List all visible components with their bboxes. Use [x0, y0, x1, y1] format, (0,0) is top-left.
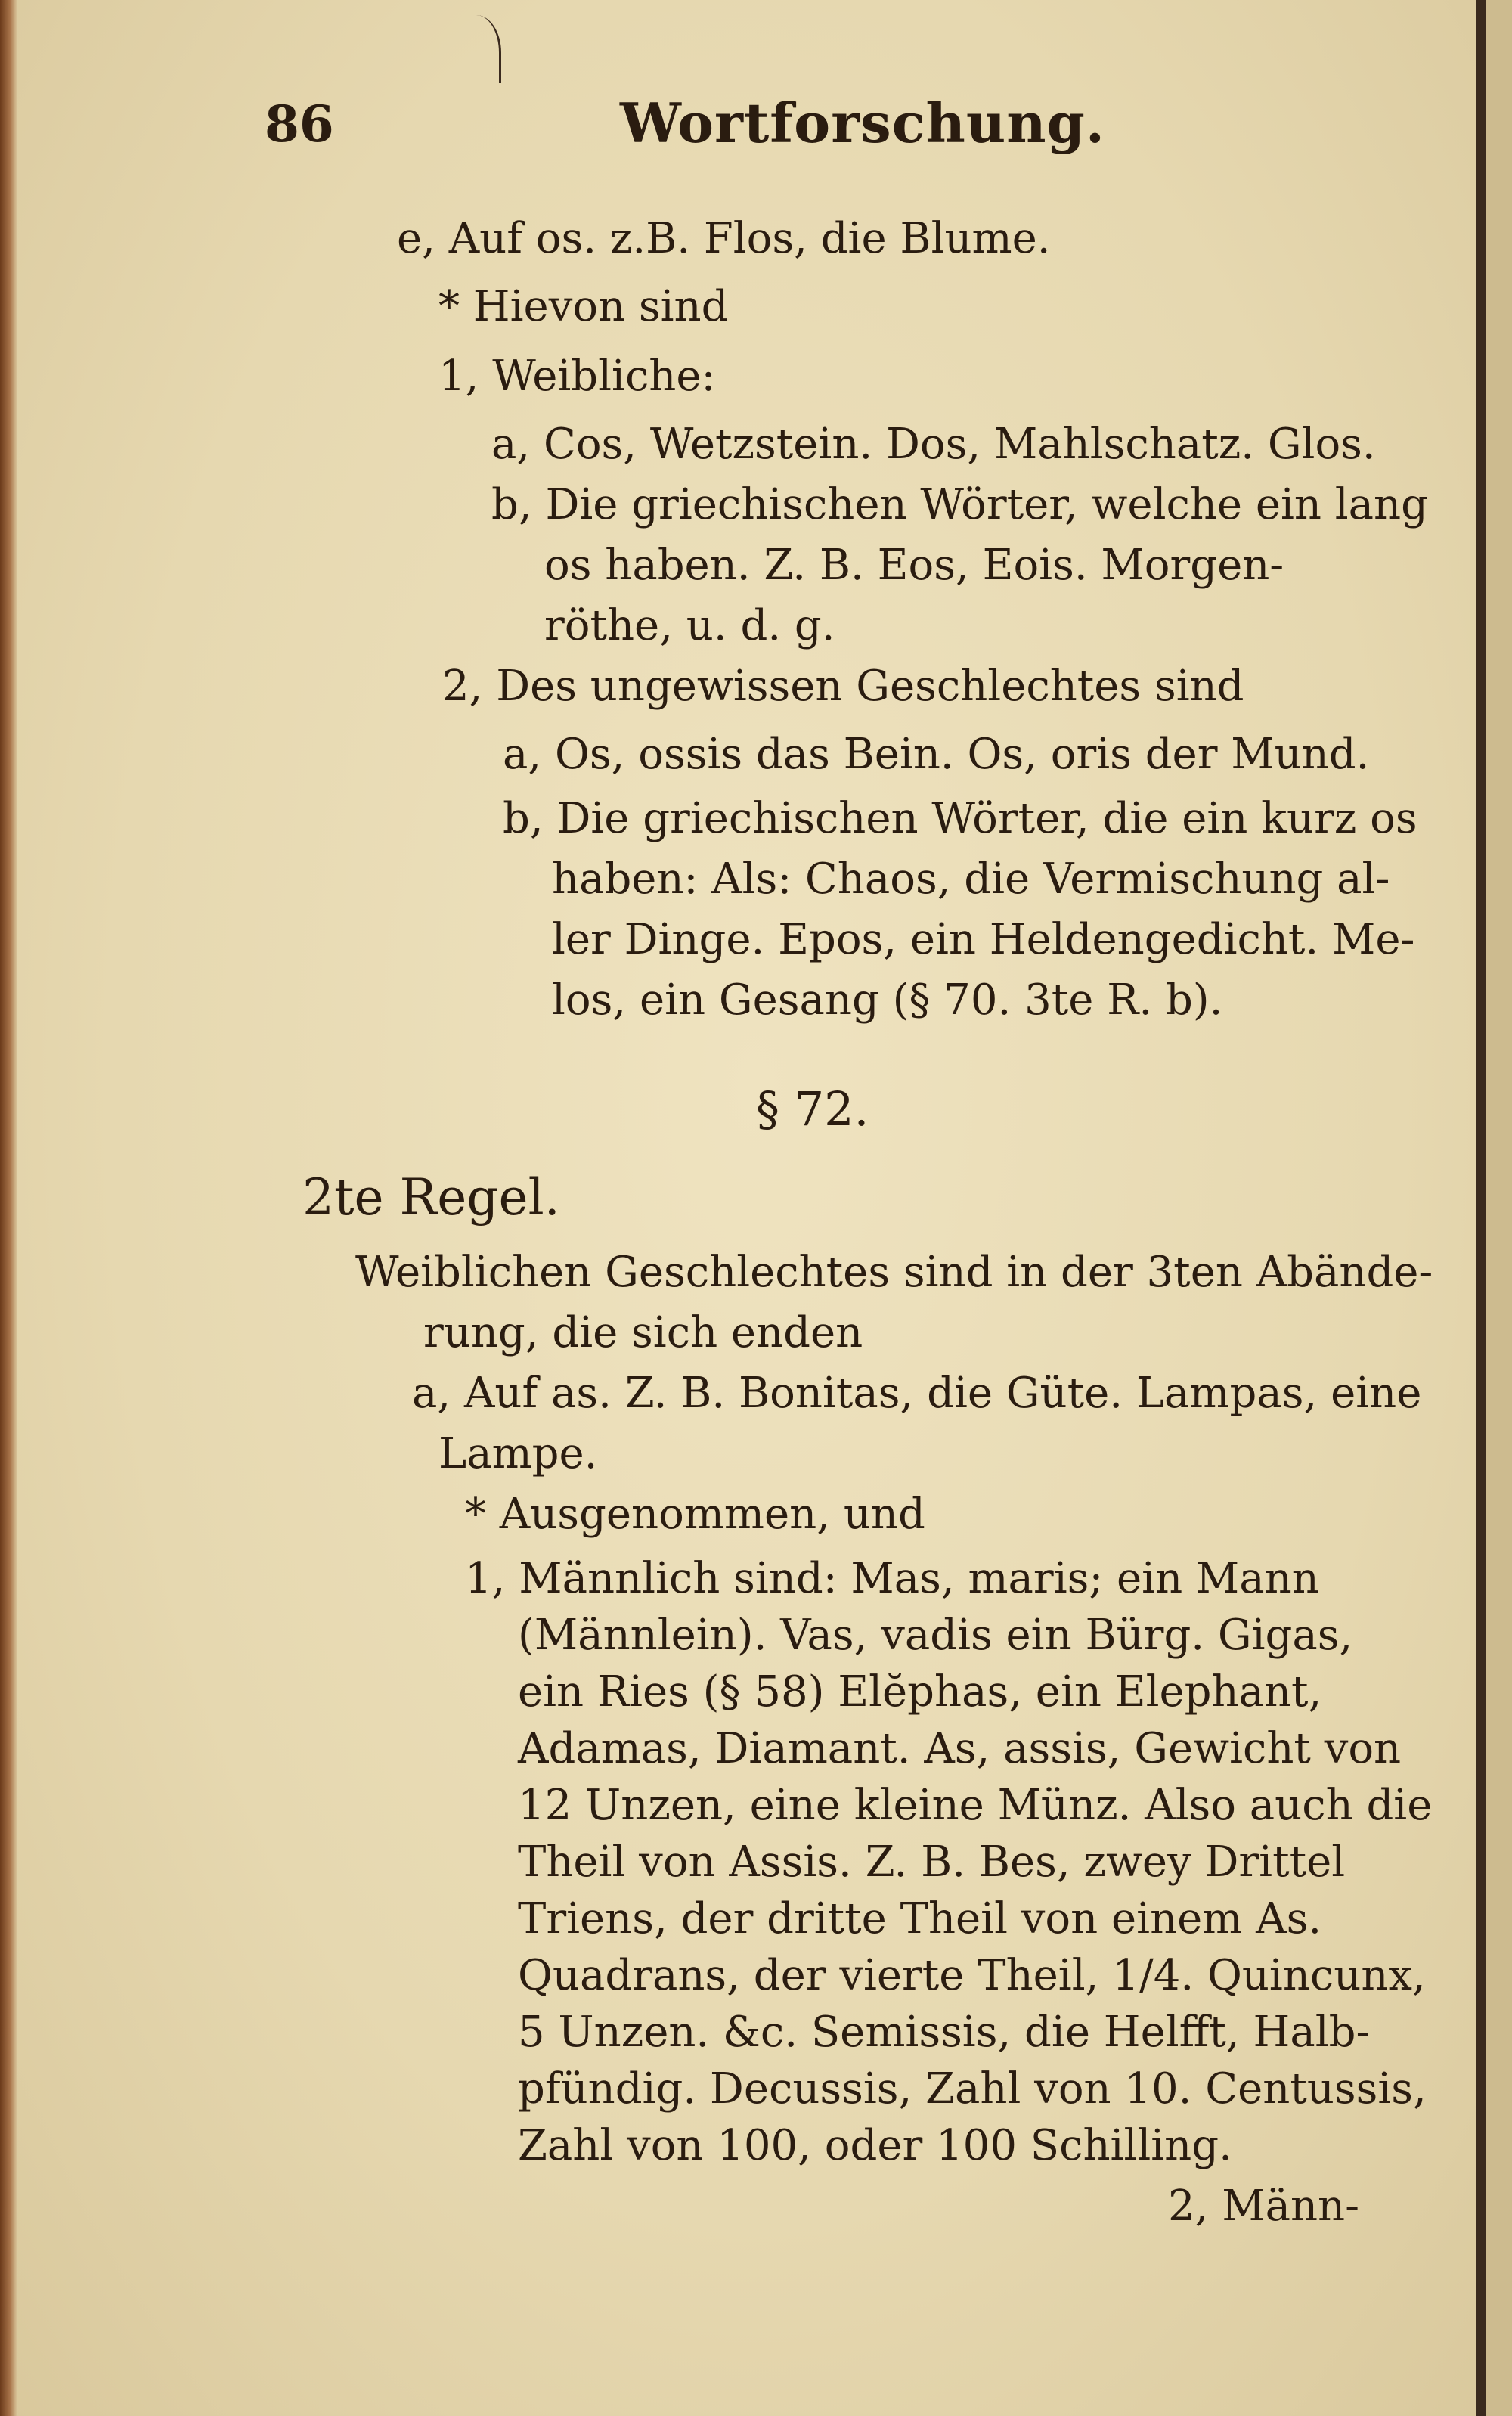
text-line: 5 Unzen. &c. Semissis, die Helfft, Halb-	[518, 2008, 1371, 2057]
text-line: haben: Als: Chaos, die Vermischung al-	[552, 854, 1390, 904]
section-marker: § 72.	[756, 1081, 869, 1137]
text-line: Adamas, Diamant. As, assis, Gewicht von	[518, 1724, 1402, 1773]
catchword: 2, Männ-	[1168, 2182, 1360, 2231]
rule-heading: 2te Regel.	[302, 1168, 560, 1227]
text-line: rung, die sich enden	[423, 1308, 863, 1357]
text-line: * Ausgenommen, und	[465, 1490, 925, 1539]
text-line: e, Auf os. z.B. Flos, die Blume.	[397, 214, 1051, 263]
text-line: a, Auf as. Z. B. Bonitas, die Güte. Lampas, eine	[412, 1369, 1422, 1418]
text-line: Weiblichen Geschlechtes sind in der 3ten Abände-	[355, 1248, 1433, 1297]
text-line: Quadrans, der vierte Theil, 1/4. Quincunx,	[518, 1951, 1426, 2000]
ink-mark	[476, 15, 501, 83]
page-number: 86	[265, 95, 334, 154]
text-line: * Hievon sind	[438, 282, 729, 331]
text-line: Zahl von 100, oder 100 Schilling.	[518, 2121, 1232, 2170]
text-line: pfündig. Decussis, Zahl von 10. Centussis,	[518, 2064, 1427, 2114]
page-border-rule	[1476, 0, 1486, 2416]
text-line: 1, Männlich sind: Mas, maris; ein Mann	[465, 1554, 1319, 1603]
text-line: ein Ries (§ 58) Elĕphas, ein Elephant,	[518, 1667, 1322, 1717]
adjacent-page-edge	[1486, 0, 1512, 2416]
page-binding-edge	[0, 0, 17, 2416]
text-line: Lampe.	[438, 1429, 598, 1478]
text-line: b, Die griechischen Wörter, die ein kurz os	[503, 794, 1418, 843]
text-line: b, Die griechischen Wörter, welche ein lang	[491, 480, 1428, 529]
text-line: ler Dinge. Epos, ein Heldengedicht. Me-	[552, 915, 1415, 964]
text-line: os haben. Z. B. Eos, Eois. Morgen-	[544, 541, 1284, 590]
text-line: Theil von Assis. Z. B. Bes, zwey Drittel	[518, 1838, 1346, 1887]
text-line: 12 Unzen, eine kleine Münz. Also auch die	[518, 1781, 1433, 1830]
text-line: los, ein Gesang (§ 70. 3te R. b).	[552, 975, 1223, 1025]
text-line: 2, Des ungewissen Geschlechtes sind	[442, 662, 1244, 711]
text-line: a, Cos, Wetzstein. Dos, Mahlschatz. Glos.	[491, 420, 1376, 469]
text-line: röthe, u. d. g.	[544, 601, 835, 650]
running-title: Wortforschung.	[620, 91, 1105, 155]
text-line: (Männlein). Vas, vadis ein Bürg. Gigas,	[518, 1611, 1353, 1660]
text-line: a, Os, ossis das Bein. Os, oris der Mund.	[503, 730, 1370, 779]
text-line: Triens, der dritte Theil von einem As.	[518, 1894, 1322, 1943]
text-line: 1, Weibliche:	[438, 352, 716, 401]
